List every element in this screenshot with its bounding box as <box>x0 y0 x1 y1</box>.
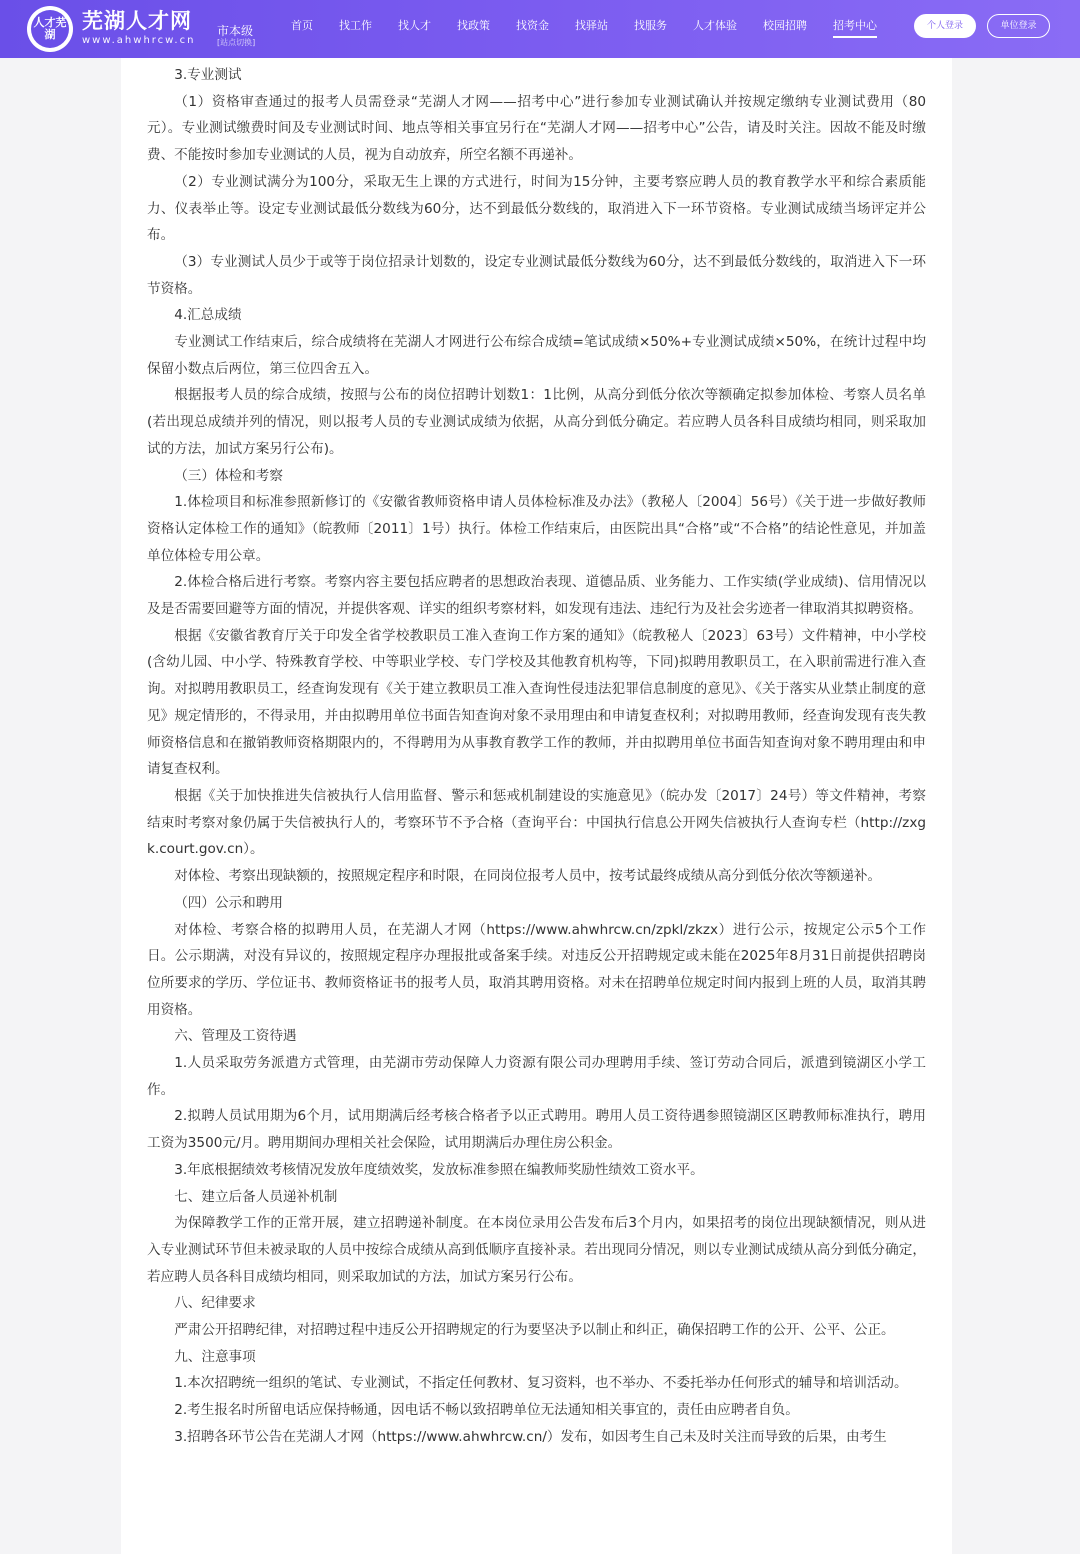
nav-item-exam-center[interactable]: 招考中心 <box>820 0 890 58</box>
nav-item-home[interactable]: 首页 <box>291 19 313 32</box>
site-switch-link[interactable]: [站点切换] <box>217 38 256 47</box>
site-level-label: 市本级 <box>217 24 254 38</box>
article-paragraph: 1.体检项目和标准参照新修订的《安徽省教师资格申请人员体检标准及办法》（教秘人〔2004〕56号）《关于进一步做好教师资格认定体检工作的通知》（皖教师〔2011〕1号）执行。体检工作结束后，由医院出具“合格”或“不合格”的结论性意见，并加盖单位体检专用公章。 <box>147 494 926 564</box>
article-paragraph: 六、管理及工资待遇 <box>174 1028 297 1045</box>
article-paragraph: 1.本次招聘统一组织的笔试、专业测试，不指定任何教材、复习资料，也不举办、不委托举办任何形式的辅导和培训活动。 <box>174 1375 908 1392</box>
nav-item-find-funding[interactable]: 找资金 <box>516 19 549 32</box>
article-paragraph: 九、注意事项 <box>174 1348 256 1365</box>
article-paragraph: 3.招聘各环节公告在芜湖人才网（https://www.ahwhrcw.cn/）发布，如因考生自己未及时关注而导致的后果，由考生 <box>174 1428 887 1445</box>
article-paragraph: 根据《安徽省教育厅关于印发全省学校教职员工准入查询工作方案的通知》（皖教秘人〔2023〕63号）文件精神，中小学校(含幼儿园、中小学、特殊教育学校、中等职业学校、专门学校及其他教育机构等，下同)拟聘用教职员工，在入职前需进行准入查询。对拟聘用教职员工，经查询发现有《关于建立教职员工准入查询性侵违法犯罪信息制度的意见》、《关于落实从业禁止制度的意见》规定情形的，不得录用，并由拟聘用单位书面告知查询对象不录用理由和申请复查权利；对拟聘用教师，经查询发现有丧失教师资格信息和在撤销教师资格期限内的，不得聘用为从事教育教学工作的教师，并由拟聘用单位书面告知查询对象不聘用理由和申请复查权利。 <box>147 627 926 778</box>
brand[interactable] <box>82 8 195 48</box>
article-paragraph: 根据报考人员的综合成绩，按照与公布的岗位招聘计划数1：1比例，从高分到低分依次等额确定拟参加体检、考察人员名单(若出现总成绩并列的情况，则以报考人员的专业测试成绩为依据，从高分到低分确定。若应聘人员各科目成绩均相同，则采取加试的方法，加试方案另行公布)。 <box>147 387 926 457</box>
article-paragraph: 对体检、考察合格的拟聘用人员，在芜湖人才网（https://www.ahwhrcw.cn/zpkl/zkzx）进行公示，按规定公示5个工作日。公示期满，对没有异议的，按照规定程序办理报批或备案手续。对违反公开招聘规定或未能在2025年8月31日前提供招聘岗位所要求的学历、学位证书、教师资格证书的报考人员，取消其聘用资格。对未在招聘单位规定时间内报到上班的人员，取消其聘用资格。 <box>147 921 926 1018</box>
brand-name: 芜湖人才网 <box>82 9 192 33</box>
article-paragraph: 为保障教学工作的正常开展，建立招聘递补制度。在本岗位录用公告发布后3个月内，如果招考的岗位出现缺额情况，则从进入专业测试环节但未被录取的人员中按综合成绩从高到低顺序直接补录。若出现同分情况，则以专业测试成绩从高分到低分确定，若应聘人员各科目成绩均相同，则采取加试的方法，加试方案另行公布。 <box>147 1215 926 1285</box>
article-paragraph: （三）体检和考察 <box>174 467 283 484</box>
nav-item-find-talent[interactable]: 找人才 <box>398 19 431 32</box>
article-paragraph: 八、纪律要求 <box>174 1295 256 1312</box>
article-paragraph: 2.拟聘人员试用期为6个月，试用期满后经考核合格者予以正式聘用。聘用人员工资待遇参照镜湖区区聘教师标准执行，聘用工资为3500元/月。聘用期间办理相关社会保险，试用期满后办理住房公积金。 <box>147 1108 926 1152</box>
article-paragraph: 1.人员采取劳务派遣方式管理，由芜湖市劳动保障人力资源有限公司办理聘用手续、签订劳动合同后，派遣到镜湖区小学工作。 <box>147 1055 926 1098</box>
article-paragraph: 七、建立后备人员递补机制 <box>174 1188 338 1205</box>
article-paragraph: 4.汇总成绩 <box>174 307 242 324</box>
article-content <box>121 58 952 1554</box>
nav-item-find-station[interactable]: 找驿站 <box>575 19 608 32</box>
brand-url: www.ahwhrcw.cn <box>82 35 196 46</box>
article-paragraph: 2.体检合格后进行考察。考察内容主要包括应聘者的思想政治表现、道德品质、业务能力、工作实绩(学业成绩)、信用情况以及是否需要回避等方面的情况，并提供客观、详实的组织考察材料，如发现有违法、违纪行为及社会劣迹者一律取消其拟聘资格。 <box>147 574 926 618</box>
logo-mark <box>31 10 69 48</box>
site-logo[interactable] <box>27 6 73 52</box>
article-paragraph: 3.专业测试 <box>174 67 242 83</box>
main-nav <box>278 0 890 58</box>
logo-text: 人才芜湖 <box>33 16 67 41</box>
article-paragraph: （3）专业测试人员少于或等于岗位招录计划数的，设定专业测试最低分数线为60分，达不到最低分数线的，取消进入下一环节资格。 <box>147 253 926 297</box>
nav-item-campus-recruit[interactable]: 校园招聘 <box>763 19 807 32</box>
personal-login-button[interactable]: 个人登录 <box>914 14 976 38</box>
article-paragraph: （四）公示和聘用 <box>174 894 283 911</box>
site-header <box>0 0 1080 58</box>
article-paragraph: 2.考生报名时所留电话应保持畅通，因电话不畅以致招聘单位无法通知相关事宜的，责任由应聘者自负。 <box>174 1402 799 1419</box>
article-paragraph: （1）资格审查通过的报考人员需登录“芜湖人才网——招考中心”进行参加专业测试确认并按规定缴纳专业测试费用（80元）。专业测试缴费时间及专业测试时间、地点等相关事宜另行在“芜湖人才网——招考中心”公告，请及时关注。因故不能及时缴费、不能按时参加专业测试的人员，视为自动放弃，所空名额不再递补。 <box>147 93 926 164</box>
article-paragraph: 对体检、考察出现缺额的，按照规定程序和时限，在同岗位报考人员中，按考试最终成绩从高分到低分依次等额递补。 <box>174 868 882 885</box>
nav-item-find-service[interactable]: 找服务 <box>634 19 667 32</box>
article-paragraph: 根据《关于加快推进失信被执行人信用监督、警示和惩戒机制建设的实施意见》（皖办发〔2017〕24号）等文件精神，考察结束时考察对象仍属于失信被执行人的，考察环节不予合格（查询平台：中国执行信息公开网失信被执行人查询专栏（http://zxgk.court.gov.cn）。 <box>147 787 926 858</box>
article-paragraph: 专业测试工作结束后，综合成绩将在芜湖人才网进行公布综合成绩=笔试成绩×50%+专业测试成绩×50%，在统计过程中均保留小数点后两位，第三位四舍五入。 <box>147 334 926 377</box>
nav-item-find-job[interactable]: 找工作 <box>339 19 372 32</box>
article-paragraph: 严肃公开招聘纪律，对招聘过程中违反公开招聘规定的行为要坚决予以制止和纠正，确保招聘工作的公开、公平、公正。 <box>174 1322 895 1339</box>
nav-item-find-policy[interactable]: 找政策 <box>457 19 490 32</box>
article-paragraph: 3.年底根据绩效考核情况发放年度绩效奖，发放标准参照在编教师奖励性绩效工资水平。 <box>174 1161 704 1178</box>
site-level <box>217 24 255 48</box>
article-paragraph: （2）专业测试满分为100分，采取无生上课的方式进行，时间为15分钟，主要考察应聘人员的教育教学水平和综合素质能力、仪表举止等。设定专业测试最低分数线为60分，达不到最低分数线的，取消进入下一环节资格。专业测试成绩当场评定并公布。 <box>147 173 926 244</box>
nav-item-talent-experience[interactable]: 人才体验 <box>693 19 737 32</box>
unit-login-button[interactable]: 单位登录 <box>987 14 1050 38</box>
